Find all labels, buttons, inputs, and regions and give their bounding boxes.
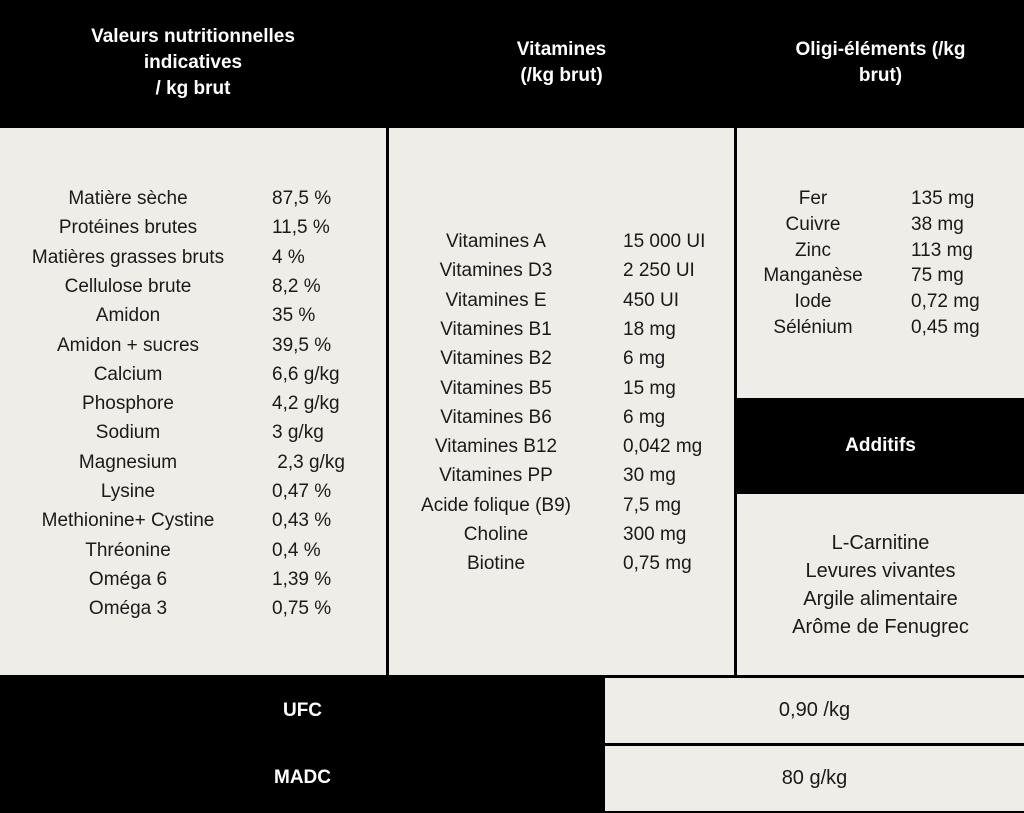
nutrition-label: Protéines brutes — [58, 217, 198, 239]
vitamin-row — [389, 374, 734, 403]
nutrition-row — [0, 213, 386, 242]
nutrition-row — [0, 536, 386, 565]
nutrition-value: 0,75 % — [272, 598, 332, 620]
vitamin-row — [389, 227, 734, 256]
oligo-row — [737, 238, 1024, 264]
vitamin-value: 6 mg — [623, 406, 666, 428]
vitamin-value: 0,75 mg — [623, 553, 692, 575]
madc-label: MADC — [274, 767, 331, 788]
vitamin-value: 0,042 mg — [623, 436, 703, 458]
oligo-row — [737, 289, 1024, 315]
oligo-row — [737, 263, 1024, 289]
madc-value: 80 g/kg — [781, 767, 848, 789]
header-additifs — [737, 400, 1024, 492]
nutrition-row — [0, 184, 386, 213]
header-nutrition-line-2: indicatives — [143, 52, 243, 73]
nutrition-row — [0, 272, 386, 301]
nutrition-row — [0, 477, 386, 506]
nutrition-value: 11,5 % — [272, 217, 330, 239]
nutrition-row — [0, 418, 386, 447]
header-nutrition — [0, 0, 386, 126]
vitamin-row — [389, 403, 734, 432]
oligo-panel — [737, 128, 1024, 398]
nutrition-label: Calcium — [93, 363, 163, 385]
nutrition-label: Cellulose brute — [64, 275, 192, 297]
vitamin-label: Vitamines B6 — [440, 406, 552, 428]
vitamin-value: 6 mg — [623, 348, 666, 370]
header-oligo-line-2: brut) — [858, 65, 903, 86]
ufc-value-cell — [605, 678, 1024, 743]
header-nutrition-line-1: Valeurs nutritionnelles — [91, 26, 295, 47]
oligo-label: Fer — [798, 188, 828, 209]
vitamin-label: Vitamines B5 — [440, 377, 552, 399]
nutrition-label: Oméga 3 — [88, 598, 168, 620]
madc-value-cell — [605, 746, 1024, 811]
nutrition-label: Amidon + sucres — [56, 334, 200, 356]
additifs-list — [737, 529, 1024, 641]
vitamin-label: Vitamines B1 — [440, 318, 552, 340]
vitamin-row — [389, 432, 734, 461]
nutrition-label: Matières grasses bruts — [31, 246, 225, 268]
vitamin-row — [389, 344, 734, 373]
vitamin-value: 450 UI — [623, 289, 679, 311]
nutrition-label: Phosphore — [82, 393, 174, 415]
vitamin-value: 15 mg — [623, 377, 676, 399]
vitamin-row — [389, 315, 734, 344]
additif-item: Arôme de Fenugrec — [792, 616, 969, 638]
nutrition-value: 2,3 g/kg — [272, 451, 345, 473]
oligo-row — [737, 315, 1024, 341]
nutrition-row — [0, 301, 386, 330]
vitamin-value: 2 250 UI — [623, 260, 695, 282]
nutrition-label: Amidon — [95, 305, 161, 327]
oligo-value: 38 mg — [911, 213, 964, 235]
nutrition-label: Oméga 6 — [88, 568, 168, 590]
oligo-label: Sélénium — [773, 317, 853, 338]
vitamin-value: 30 mg — [623, 465, 676, 487]
nutrition-value: 3 g/kg — [272, 422, 324, 444]
vitamin-label: Vitamines A — [446, 231, 546, 252]
additif-item: Levures vivantes — [805, 560, 956, 582]
nutrition-row — [0, 360, 386, 389]
additif-item: L-Carnitine — [831, 532, 930, 554]
header-oligo — [737, 0, 1024, 126]
vitamin-row — [389, 286, 734, 315]
vitamin-row — [389, 520, 734, 549]
vitamin-label: Vitamines B12 — [434, 436, 558, 458]
vitamin-label: Vitamines B2 — [440, 348, 552, 370]
nutrition-value: 4,2 g/kg — [272, 393, 340, 415]
nutrition-row — [0, 594, 386, 623]
nutrition-value: 87,5 % — [272, 188, 332, 209]
oligo-value: 135 mg — [911, 188, 975, 209]
nutrition-label: Thréonine — [85, 539, 171, 561]
nutrition-value: 0,47 % — [272, 481, 332, 502]
oligo-label: Zinc — [795, 239, 831, 261]
nutrition-label: Magnesium — [78, 451, 178, 473]
vitamins-panel — [389, 128, 734, 675]
oligo-value: 0,72 mg — [911, 291, 980, 313]
nutrition-row — [0, 448, 386, 477]
nutrition-value: 39,5 % — [272, 334, 332, 356]
header-vitamins-line-1: Vitamines — [516, 39, 607, 60]
vitamin-value: 18 mg — [623, 318, 676, 340]
header-oligo-line-1: Oligi-éléments (/kg — [795, 39, 966, 60]
additifs-panel — [737, 494, 1024, 675]
vitamin-label: Acide folique (B9) — [421, 494, 571, 516]
nutrition-value: 35 % — [272, 305, 316, 327]
nutrition-value: 8,2 % — [272, 275, 321, 297]
oligo-label: Iode — [794, 291, 832, 313]
header-additifs-label: Additifs — [845, 435, 916, 456]
nutrition-value: 6,6 g/kg — [272, 363, 340, 385]
vitamin-row — [389, 491, 734, 520]
vitamin-label: Vitamines D3 — [439, 260, 553, 282]
nutrition-value: 0,43 % — [272, 510, 332, 532]
vitamin-label: Biotine — [466, 553, 526, 575]
nutrition-label: Methionine+ Cystine — [41, 510, 215, 532]
vitamin-value: 15 000 UI — [623, 231, 706, 252]
nutrition-label: Matière sèche — [68, 188, 188, 209]
vitamin-label: Choline — [463, 524, 529, 545]
nutrition-value: 0,4 % — [272, 539, 321, 561]
nutrition-value: 4 % — [272, 246, 305, 268]
nutrition-label: Lysine — [100, 481, 156, 502]
oligo-label: Manganèse — [763, 265, 863, 287]
header-vitamins-line-2: (/kg brut) — [520, 65, 603, 86]
nutrition-row — [0, 331, 386, 360]
oligo-row — [737, 212, 1024, 238]
ufc-value: 0,90 /kg — [778, 699, 851, 721]
header-vitamins — [389, 0, 734, 126]
nutrition-row — [0, 389, 386, 418]
additif-item: Argile alimentaire — [803, 588, 958, 610]
ufc-label: UFC — [282, 700, 323, 721]
vitamin-row — [389, 549, 734, 578]
vitamin-label: Vitamines E — [445, 289, 547, 311]
nutrition-label: Sodium — [95, 422, 161, 444]
vitamin-value: 300 mg — [623, 524, 687, 545]
vitamin-row — [389, 256, 734, 285]
vitamin-value: 7,5 mg — [623, 494, 682, 516]
oligo-value: 0,45 mg — [911, 317, 980, 338]
vitamin-label: Vitamines PP — [439, 465, 553, 487]
nutrition-value: 1,39 % — [272, 568, 332, 590]
oligo-value: 75 mg — [911, 265, 964, 287]
nutrition-row — [0, 243, 386, 272]
nutrition-panel — [0, 128, 386, 675]
oligo-label: Cuivre — [785, 213, 841, 235]
oligo-row — [737, 186, 1024, 212]
vitamin-row — [389, 461, 734, 490]
nutrition-row — [0, 506, 386, 535]
header-nutrition-line-3: / kg brut — [155, 78, 231, 99]
nutrition-row — [0, 565, 386, 594]
oligo-value: 113 mg — [911, 239, 973, 261]
